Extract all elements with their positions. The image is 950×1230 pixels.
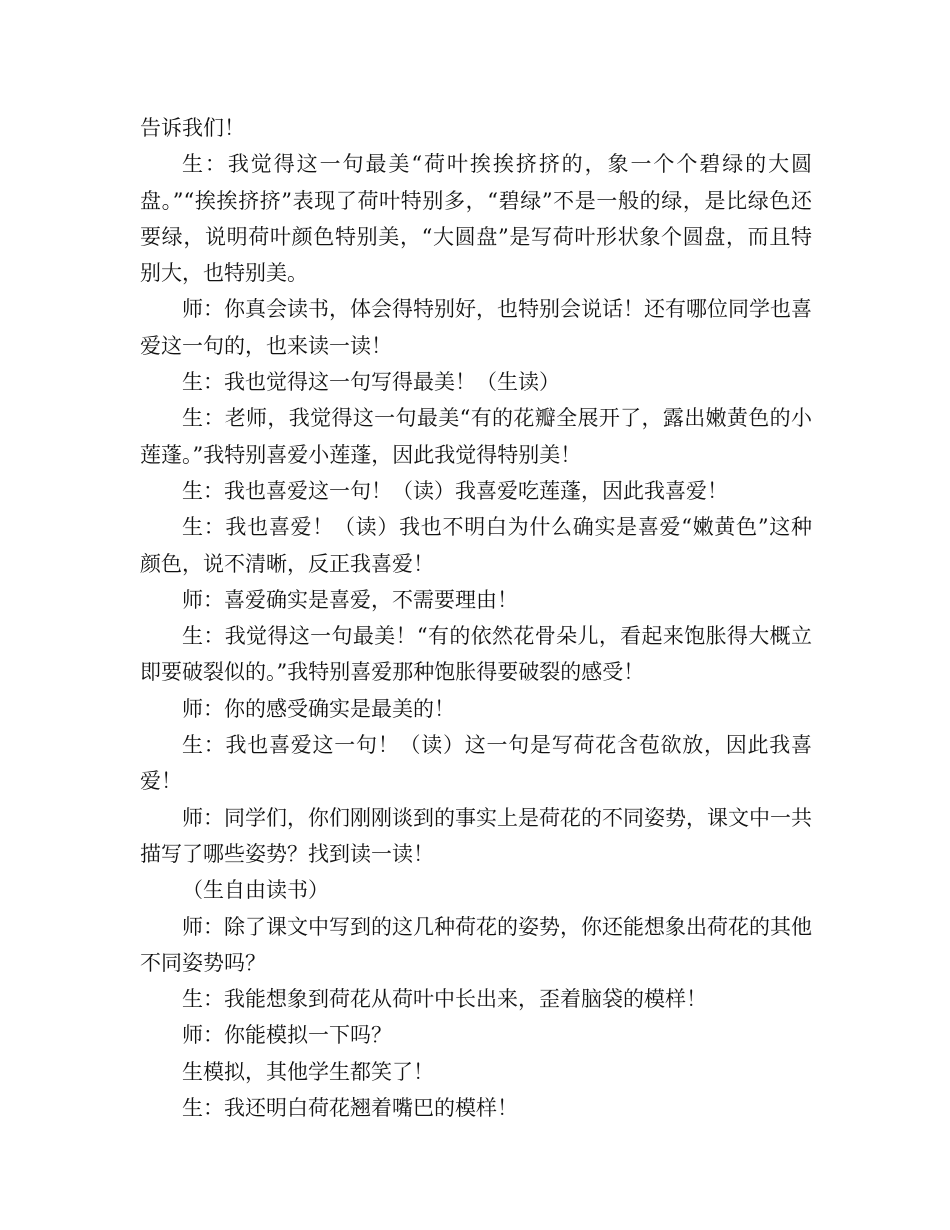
paragraph: 生：我也喜爱这一句！（读）我喜爱吃莲蓬，因此我喜爱！ [182, 478, 728, 503]
paragraph: 师：同学们，你们刚刚谈到的事实上是荷花的不同姿势，课文中一共描写了哪些姿势？找到读一读！ [140, 805, 812, 866]
paragraph: 生：老师，我觉得这一句最美“有的花瓣全展开了，露出嫩黄色的小莲蓬。”我特别喜爱小莲蓬，因此我觉得特别美！ [140, 406, 812, 467]
paragraph: 师：喜爱确实是喜爱，不需要理由！ [182, 587, 518, 612]
paragraph: 师：除了课文中写到的这几种荷花的姿势，你还能想象出荷花的其他不同姿势吗？ [140, 914, 812, 975]
paragraph: 生：我能想象到荷花从荷叶中长出来，歪着脑袋的模样！ [182, 987, 707, 1012]
paragraph: 生：我也喜爱这一句！（读）这一句是写荷花含苞欲放，因此我喜爱！ [140, 733, 812, 794]
paragraph: 生：我觉得这一句最美！“有的依然花骨朵儿，看起来饱胀得大概立即要破裂似的。”我特别喜爱那种饱胀得要破裂的感受！ [140, 624, 812, 685]
paragraph: 师：你的感受确实是最美的！ [182, 696, 455, 721]
paragraph: 生：我也喜爱！（读）我也不明白为什么确实是喜爱“嫩黄色”这种颜色，说不清晰，反正我喜爱！ [140, 515, 812, 576]
paragraph: （生自由读书） [182, 878, 329, 903]
paragraph: 生：我也觉得这一句写得最美！（生读） [182, 370, 560, 395]
document-body [140, 110, 812, 1126]
paragraph: 师：你真会读书，体会得特别好，也特别会说话！还有哪位同学也喜爱这一句的，也来读一读！ [140, 297, 812, 358]
paragraph: 生：我还明白荷花翘着嘴巴的模样！ [182, 1096, 518, 1121]
paragraph: 生模拟，其他学生都笑了！ [182, 1059, 434, 1084]
paragraph: 告诉我们！ [140, 116, 245, 140]
paragraph: 生：我觉得这一句最美“荷叶挨挨挤挤的，象一个个碧绿的大圆盘。”“挨挨挤挤”表现了荷叶特别多，“碧绿”不是一般的绿，是比绿色还要绿，说明荷叶颜色特别美，“大圆盘”是写荷叶形状象个圆盘，而且特别大，也特别美。 [140, 152, 812, 286]
paragraph: 师：你能模拟一下吗？ [182, 1023, 392, 1048]
